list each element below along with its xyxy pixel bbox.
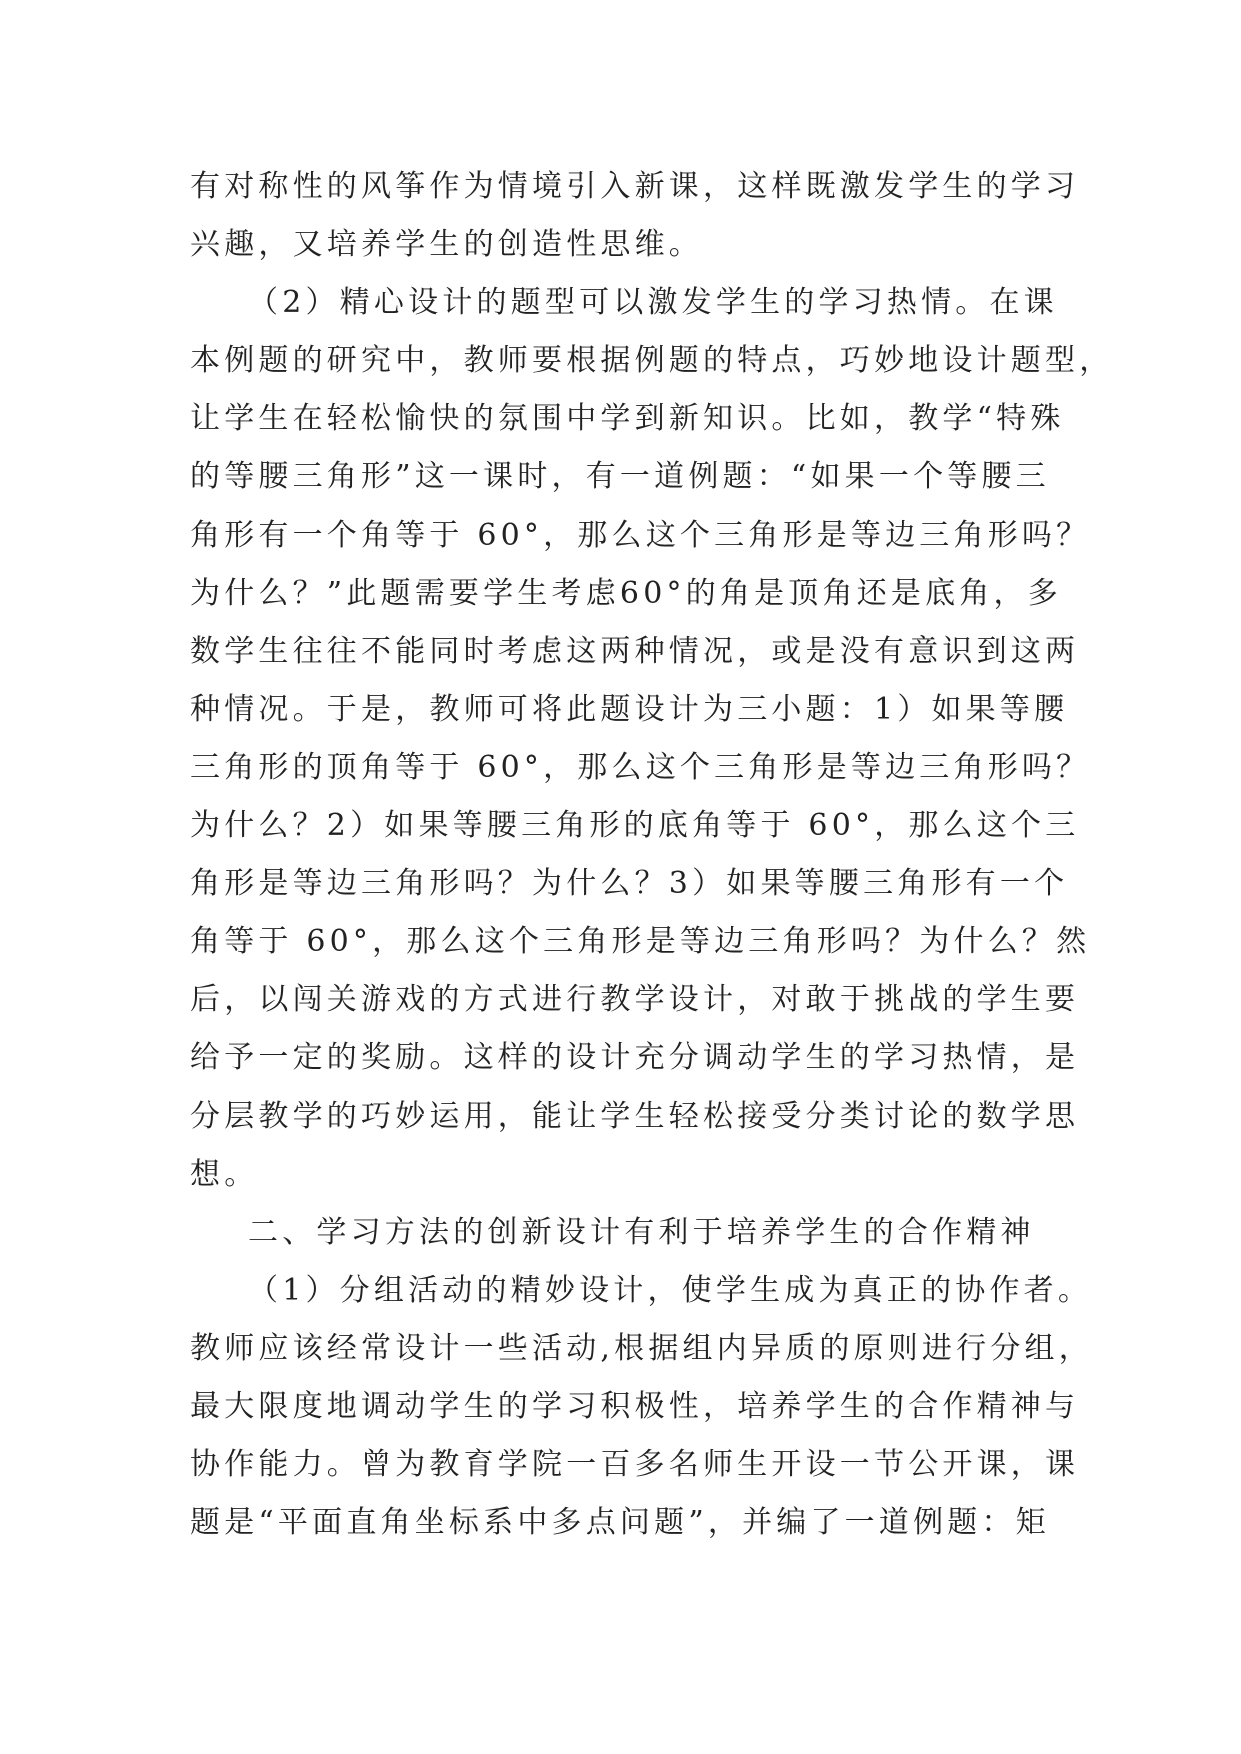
text-line: 角形是等边三角形吗？为什么？3）如果等腰三角形有一个 <box>190 866 1069 902</box>
text-line: 种情况。于是，教师可将此题设计为三小题：1）如果等腰 <box>190 691 1069 727</box>
text-line: 有对称性的风筝作为情境引入新课，这样既激发学生的学习 <box>190 169 1080 204</box>
text-line: 三角形的顶角等于 60°，那么这个三角形是等边三角形吗？ <box>190 749 1091 785</box>
text-line: 角等于 60°，那么这个三角形是等边三角形吗？为什么？然 <box>190 924 1091 960</box>
text-line: 题是“平面直角坐标系中多点问题”，并编了一道例题：矩 <box>190 1505 1050 1541</box>
section-heading: 二、学习方法的创新设计有利于培养学生的合作精神 <box>248 1214 1035 1250</box>
text-line: 本例题的研究中，教师要根据例题的特点，巧妙地设计题型， <box>190 343 1114 379</box>
text-line: 给予一定的奖励。这样的设计充分调动学生的学习热情，是 <box>190 1040 1080 1076</box>
text-line: 最大限度地调动学生的学习积极性，培养学生的合作精神与 <box>190 1388 1080 1424</box>
text-line: 的等腰三角形”这一课时，有一道例题：“如果一个等腰三 <box>190 459 1050 495</box>
paragraph-start-line: （2）精心设计的题型可以激发学生的学习热情。在课 <box>248 285 1058 321</box>
text-line: 为什么？2）如果等腰三角形的底角等于 60°，那么这个三 <box>190 808 1080 844</box>
text-line: 分层教学的巧妙运用，能让学生轻松接受分类讨论的数学思 <box>190 1098 1080 1134</box>
text-line: 后，以闯关游戏的方式进行教学设计，对敢于挑战的学生要 <box>190 982 1080 1018</box>
text-line: 为什么？”此题需要学生考虑60°的角是顶角还是底角，多 <box>190 575 1062 611</box>
text-line: 兴趣，又培养学生的创造性思维。 <box>190 227 703 263</box>
paragraph-start-line: （1）分组活动的精妙设计，使学生成为真正的协作者。 <box>248 1272 1093 1308</box>
text-line: 数学生往往不能同时考虑这两种情况，或是没有意识到这两 <box>190 633 1080 669</box>
text-line: 角形有一个角等于 60°，那么这个三角形是等边三角形吗？ <box>190 517 1091 553</box>
body-text <box>190 158 1114 1552</box>
text-line: 教师应该经常设计一些活动,根据组内异质的原则进行分组， <box>190 1330 1093 1366</box>
text-line: 想。 <box>190 1156 259 1192</box>
text-line: 协作能力。曾为教育学院一百多名师生开设一节公开课，课 <box>190 1447 1080 1483</box>
text-line: 让学生在轻松愉快的氛围中学到新知识。比如，教学“特殊 <box>190 401 1065 437</box>
